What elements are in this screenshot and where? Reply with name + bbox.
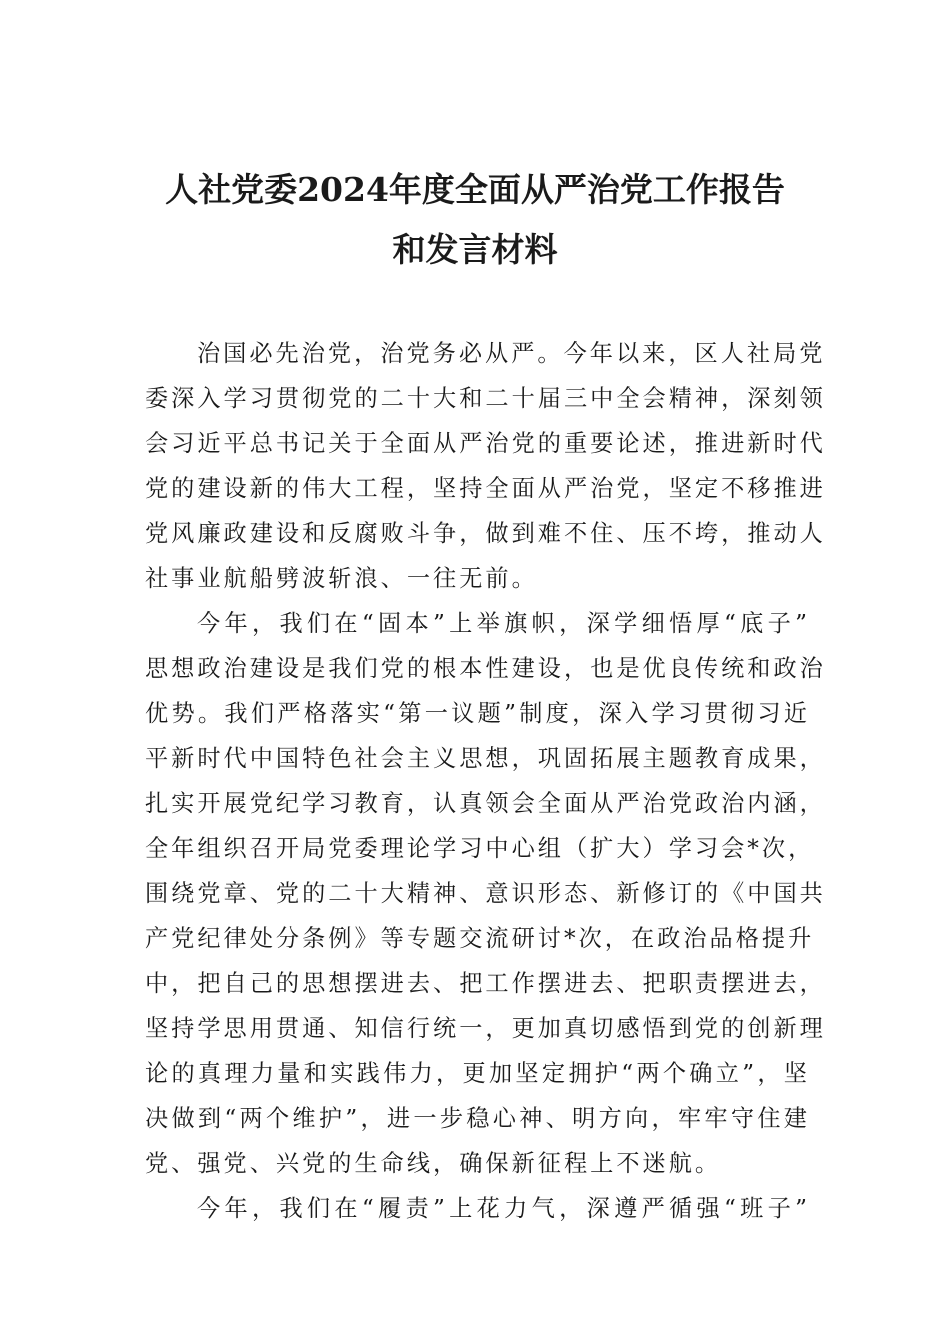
text-line: 今年，我们在“履责”上花力气，深遵严循强“班子”: [197, 1195, 810, 1222]
text-line: 思想政治建设是我们党的根本性建设，也是优良传统和政治: [145, 655, 826, 682]
text-line: 全年组织召开局党委理论学习中心组（扩大）学习会*次，: [145, 835, 815, 862]
text-line: 产党纪律处分条例》等专题交流研讨*次，在政治品格提升: [145, 925, 815, 952]
text-line: 委深入学习贯彻党的二十大和二十届三中全会精神，深刻领: [145, 385, 826, 412]
text-line: 中，把自己的思想摆进去、把工作摆进去、把职责摆进去，: [145, 970, 826, 997]
text-line: 围绕党章、党的二十大精神、意识形态、新修订的《中国共: [145, 880, 826, 907]
text-line: 扎实开展党纪学习教育，认真领会全面从严治党政治内涵，: [145, 790, 826, 817]
paragraph-1: [145, 331, 826, 601]
text-line: 社事业航船劈波斩浪、一往无前。: [145, 565, 538, 592]
text-line: 党、强党、兴党的生命线，确保新征程上不迷航。: [145, 1150, 722, 1177]
text-line: 优势。我们严格落实“第一议题”制度，深入学习贯彻习近: [145, 700, 810, 727]
text-line: 党的建设新的伟大工程，坚持全面从严治党，坚定不移推进: [145, 475, 826, 502]
text-line: 论的真理力量和实践伟力，更加坚定拥护“两个确立”，坚: [145, 1060, 810, 1087]
text-line: 平新时代中国特色社会主义思想，巩固拓展主题教育成果，: [145, 745, 826, 772]
title-line-1: 人社党委2024年度全面从严治党工作报告: [165, 170, 785, 209]
document-title: [120, 160, 830, 280]
title-line-2: 和发言材料: [392, 230, 558, 269]
text-line: 今年，我们在“固本”上举旗帜，深学细悟厚“底子”: [197, 610, 810, 637]
paragraph-2: [145, 601, 826, 1186]
paragraph-3: [145, 1186, 810, 1231]
text-line: 会习近平总书记关于全面从严治党的重要论述，推进新时代: [145, 430, 826, 457]
document-body: [145, 331, 826, 1231]
text-line: 党风廉政建设和反腐败斗争，做到难不住、压不垮，推动人: [145, 520, 826, 547]
text-line: 决做到“两个维护”，进一步稳心神、明方向，牢牢守住建: [145, 1105, 810, 1132]
text-line: 坚持学思用贯通、知信行统一，更加真切感悟到党的创新理: [145, 1015, 826, 1042]
text-line: 治国必先治党，治党务必从严。今年以来，区人社局党: [197, 340, 826, 367]
